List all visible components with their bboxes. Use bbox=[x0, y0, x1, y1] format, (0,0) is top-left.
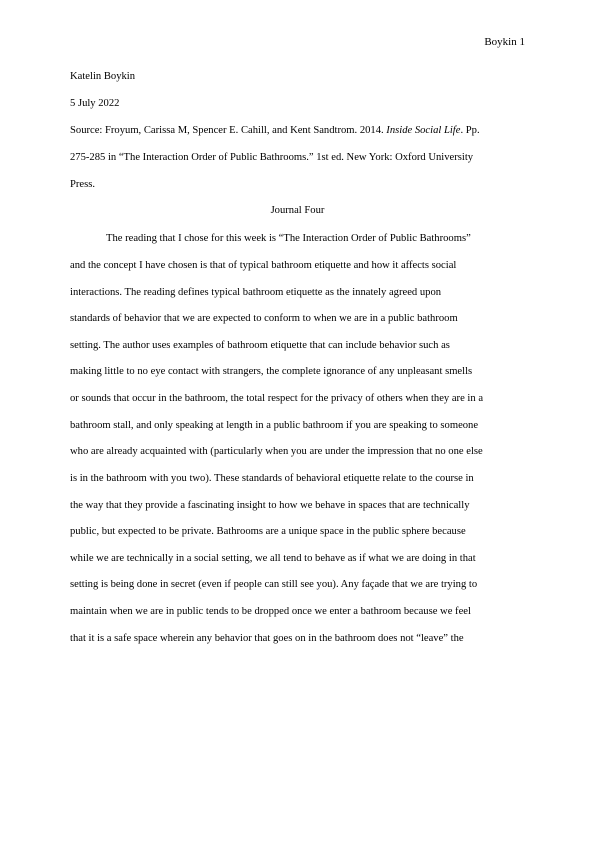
body-line: and the concept I have chosen is that of typical bathroom etiquette and how it affects social bbox=[70, 260, 457, 271]
page-header-label: Boykin 1 bbox=[484, 36, 525, 48]
body-line: making little to no eye contact with strangers, the complete ignorance of any unpleasant smells bbox=[70, 366, 473, 377]
document-title: Journal Four bbox=[270, 205, 325, 216]
body-line: is in the bathroom with you two). These standards of behavioral etiquette relate to the course in bbox=[70, 473, 474, 484]
body-line: who are already acquainted with (particularly when you are under the impression that no one else bbox=[70, 446, 483, 457]
body-line: standards of behavior that we are expected to conform to when we are in a public bathroom bbox=[70, 313, 458, 324]
source-citation-pages: . Pp. bbox=[460, 125, 480, 136]
document-date: 5 July 2022 bbox=[70, 98, 120, 109]
source-citation-line-3: Press. bbox=[70, 179, 96, 190]
source-citation-line-2: 275-285 in “The Interaction Order of Public Bathrooms.” 1st ed. New York: Oxford University bbox=[70, 152, 474, 163]
source-citation-text: Source: Froyum, Carissa M, Spencer E. Cahill, and Kent Sandtrom. 2014. bbox=[70, 125, 387, 136]
body-line: while we are technically in a social setting, we all tend to behave as if what we are doing in that bbox=[70, 553, 476, 564]
body-line: the way that they provide a fascinating insight to how we behave in spaces that are technically bbox=[70, 500, 470, 511]
body-line: setting is being done in secret (even if people can still see you). Any façade that we are trying to bbox=[70, 579, 478, 590]
body-line: setting. The author uses examples of bathroom etiquette that can include behavior such as bbox=[70, 340, 450, 351]
author-name: Katelin Boykin bbox=[70, 71, 136, 82]
body-line: The reading that I chose for this week is “The Interaction Order of Public Bathrooms” bbox=[106, 233, 471, 244]
body-line: maintain when we are in public tends to be dropped once we enter a bathroom because we feel bbox=[70, 606, 471, 617]
source-book-title: Inside Social Life bbox=[386, 125, 461, 136]
body-line: public, but expected to be private. Bathrooms are a unique space in the public sphere because bbox=[70, 526, 466, 537]
body-line: bathroom stall, and only speaking at length in a public bathroom if you are speaking to someone bbox=[70, 420, 479, 431]
body-line: or sounds that occur in the bathroom, the total respect for the privacy of others when they are in a bbox=[70, 393, 484, 404]
source-citation-line-1 bbox=[70, 124, 480, 138]
body-line: that it is a safe space wherein any behavior that goes on in the bathroom does not “leave” the bbox=[70, 633, 464, 644]
body-line: interactions. The reading defines typical bathroom etiquette as the innately agreed upon bbox=[70, 287, 442, 298]
